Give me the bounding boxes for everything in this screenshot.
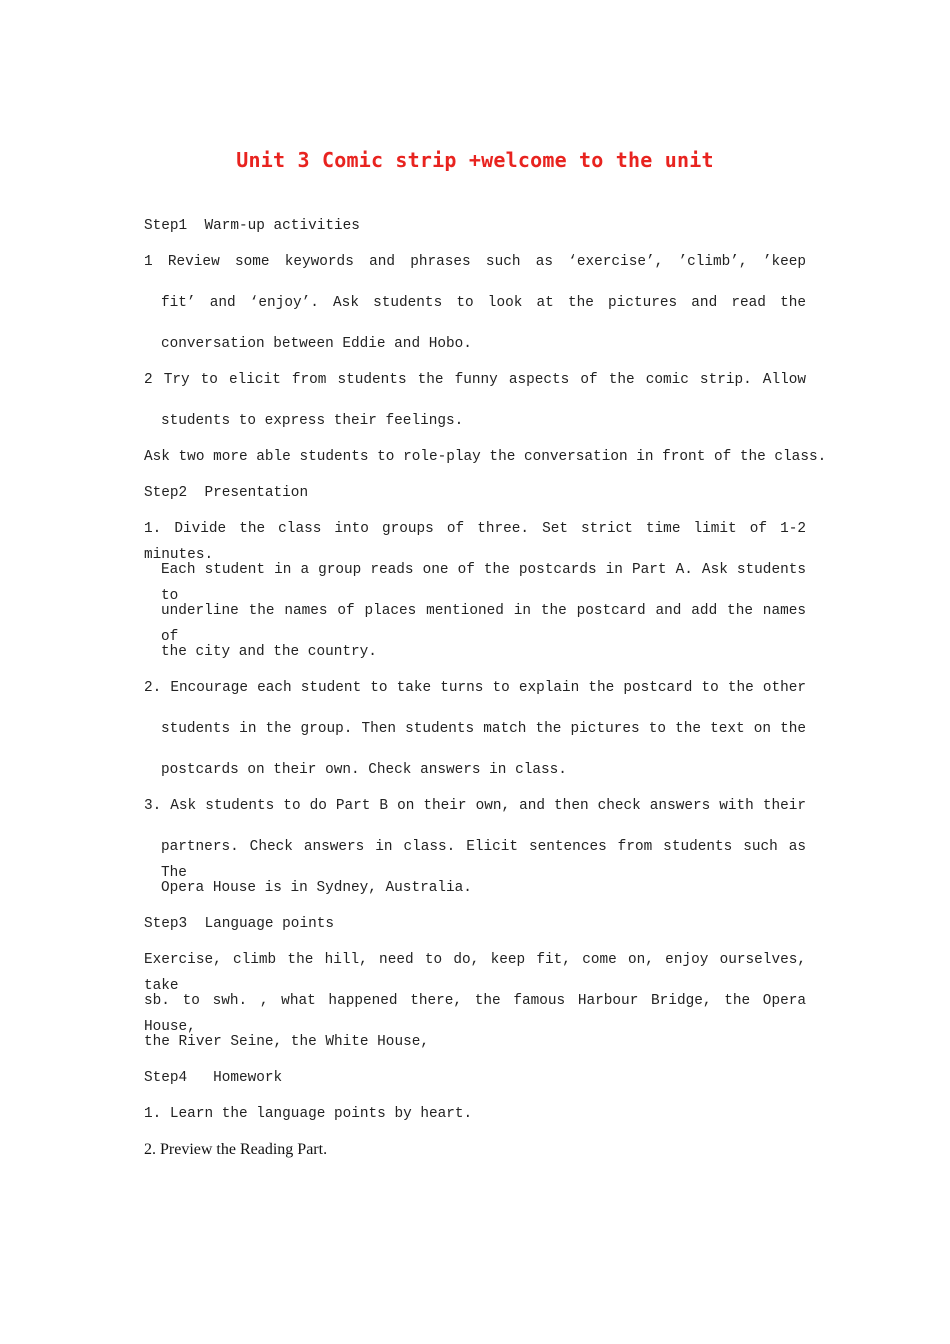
- paragraph-line: partners. Check answers in class. Elicit sentences from students such as The: [161, 839, 806, 881]
- paragraph-line: the city and the country.: [161, 644, 377, 660]
- paragraph-line: 1. Divide the class into groups of three. Set strict time limit of 1-2 minutes.: [144, 521, 806, 563]
- document-title: Unit 3 Comic strip +welcome to the unit: [236, 148, 714, 172]
- paragraph-line: conversation between Eddie and Hobo.: [161, 336, 472, 352]
- paragraph-line: 2 Try to elicit from students the funny aspects of the comic strip. Allow: [144, 372, 806, 388]
- step2-heading: Step2 Presentation: [144, 485, 309, 501]
- step4-heading: Step4 Homework: [144, 1070, 283, 1086]
- paragraph-line: postcards on their own. Check answers in class.: [161, 762, 567, 778]
- paragraph-line: 2. Encourage each student to take turns to explain the postcard to the other: [144, 680, 806, 696]
- document-body: [144, 213, 827, 1173]
- paragraph-line: Each student in a group reads one of the postcards in Part A. Ask students to: [161, 562, 806, 604]
- paragraph-line: fit’ and ‘enjoy’. Ask students to look at the pictures and read the: [161, 295, 806, 311]
- homework-item: 2. Preview the Reading Part.: [144, 1141, 328, 1158]
- paragraph-line: underline the names of places mentioned in the postcard and add the names of: [161, 603, 806, 645]
- paragraph-line: students to express their feelings.: [161, 413, 464, 429]
- paragraph-line: sb. to swh. , what happened there, the famous Harbour Bridge, the Opera House,: [144, 993, 806, 1035]
- paragraph-line: Opera House is in Sydney, Australia.: [161, 880, 472, 896]
- paragraph-line: Ask two more able students to role-play the conversation in front of the class.: [144, 449, 827, 465]
- paragraph-line: 3. Ask students to do Part B on their own, and then check answers with their: [144, 798, 806, 814]
- paragraph-line: Exercise, climb the hill, need to do, keep fit, come on, enjoy ourselves, take: [144, 952, 806, 994]
- paragraph-line: the River Seine, the White House,: [144, 1034, 429, 1050]
- paragraph-line: 1 Review some keywords and phrases such as ‘exercise’, ’climb’, ’keep: [144, 254, 806, 270]
- step3-heading: Step3 Language points: [144, 916, 334, 932]
- paragraph-line: students in the group. Then students match the pictures to the text on the: [161, 721, 806, 737]
- homework-item: 1. Learn the language points by heart.: [144, 1106, 473, 1122]
- step1-heading: Step1 Warm-up activities: [144, 218, 360, 234]
